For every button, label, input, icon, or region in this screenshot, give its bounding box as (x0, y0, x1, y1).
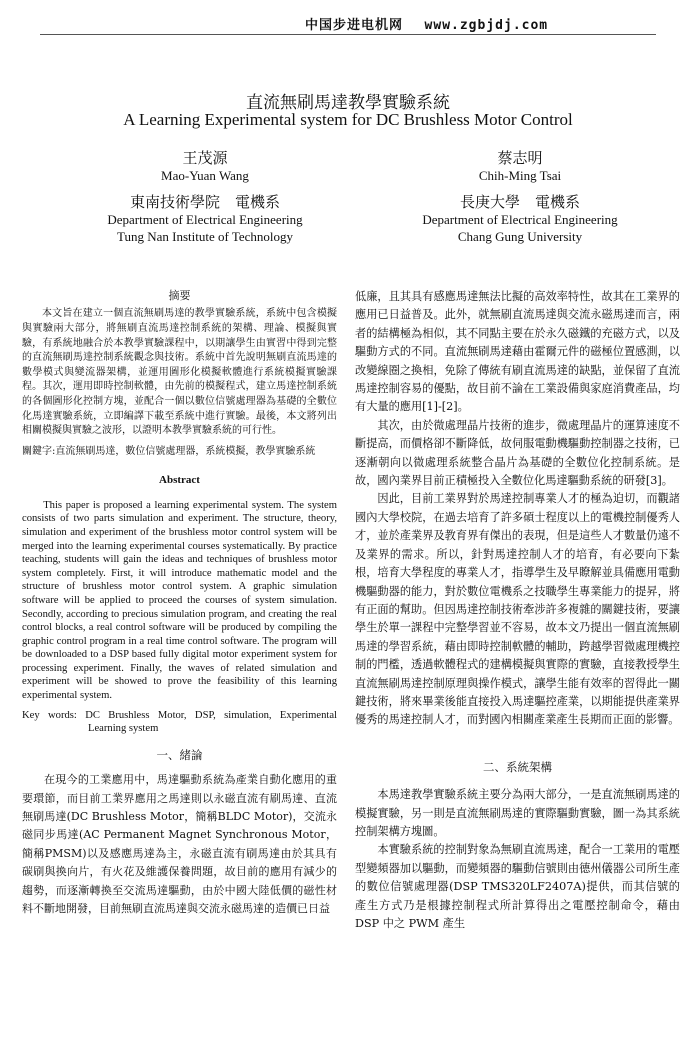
paper-title-en: A Learning Experimental system for DC Brushless Motor Control (123, 110, 573, 129)
header-divider (40, 34, 656, 35)
author-department-en: Department of Electrical Engineering (107, 212, 303, 227)
keywords-en: Key words: DC Brushless Motor, DSP, simulation, Experimental Learning system (22, 709, 337, 735)
author-department-en: Department of Electrical Engineering (422, 212, 618, 227)
abstract-zh-text: 本文旨在建立一個直流無刷馬達的教學實驗系統，系統中包含模擬與實驗兩大部分，將無刷直流馬達控制系統的架構、理論、模擬與實驗，有系統地融合於本教學實驗課程中，以期讓學生由實習中得到完整的直流無刷馬達控制系統觀念與技術。系統中首先說明無刷直流馬達的數學模式與變流器架構，並運用圖形化模擬軟體進行系統模擬實驗課程。其次，運用即時控制軟體，由先前的模擬程式，建立馬達控制系統的各個圖形化控制方塊，並配合一個以數位信號處理器為基礎的全數位化馬達實驗系統，立即編譯下載至系統中進行實驗。最後，本文將列出相關模擬與實驗之波形，以證明本教學實驗系統的可行性。 (22, 308, 337, 437)
left-column (22, 288, 337, 919)
section-2-paragraph-2: 本實驗系統的控制對象為無刷直流馬達，配合一工業用的電壓型變頻器加以驅動，而變頻器的驅動信號則由德州儀器公司所生產的數位信號處理器(DSP TMS320LF2407A)提供，而其信號的產生方式乃是根據控制程式所計算得出之電壓控制命令，藉由 DSP 中之 PWM 產生 (355, 843, 680, 930)
section-1-paragraph-1: 在現今的工業應用中，馬達驅動系統為產業自動化應用的重要環節，而目前工業界應用之馬達則以永磁直流有刷馬達、直流無刷馬達(DC Brushless Motor，簡稱BLDC Motor)，交流永磁同步馬達(AC Permanent Magnet Synchronous Motor，簡稱PMSM)以及感應馬達為主，永磁直流有刷馬達由於其具有碳刷與換向片，有火花及維護保養問題，故目前的應用有減少的趨勢，而逐漸轉換至交流馬達驅動，由於中國大陸低價的磁性材料不斷地開發，目前無刷直流馬達與交流永磁馬達的造價已日益 (22, 773, 337, 916)
author-name-zh: 王茂源 (182, 149, 228, 167)
site-header (305, 14, 686, 33)
site-url[interactable]: www.zgbjdj.com (424, 18, 549, 33)
section-1-heading: 一、緒論 (156, 747, 203, 762)
section-2-paragraph-1: 本馬達教學實驗系統主要分為兩大部分，一是直流無刷馬達的模擬實驗，另一則是直流無刷馬達的實際驅動實驗，圖一為其系統控制架構方塊圖。 (355, 788, 680, 838)
section-2-heading: 二、系統架構 (483, 759, 552, 774)
author-institution-en: Chang Gung University (457, 229, 583, 244)
section-1-paragraph-2: 其次，由於微處理晶片技術的進步，微處理晶片的運算速度不斷提高，而價格卻不斷降低，故伺服電動機驅動控制器之技術，已逐漸朝向以微處理系統整合晶片為基礎的全數位化控制系統。是故，國內業界目前正積極投入全數位化馬達驅動系統的研發[3]。 (355, 418, 680, 488)
site-name: 中国步进电机网 (305, 18, 404, 33)
author-name-zh: 蔡志明 (497, 149, 543, 167)
right-column (355, 288, 680, 933)
author-institution-en: Tung Nan Institute of Technology (116, 229, 294, 244)
author-name-en: Mao-Yuan Wang (161, 168, 249, 183)
section-1-paragraph-3: 因此，目前工業界對於馬達控制專業人才的極為迫切，而觀諸國內大學校院，在過去培育了許多碩士程度以上的電機控制優秀人才，並於產業界及教育界有傑出的表現，但是這些人才數量仍遠不及業界的需求。所以，針對馬達控制人才的培育，有必要向下紮根，培育大學程度的專業人才，指導學生及早瞭解並具備應用電動機驅動器的能力，對於數位電機系之技職學生專業能力的提昇，將有正面的幫助。但因馬達控制技術牽涉許多複雜的關鍵技術，要讓學生於單一課程中完整學習並不容易，故本文乃提出一個直流無刷馬達的學習系統，藉由即時控制軟體的輔助，跨越學習微處理機控制的門檻，透過軟體程式的建構模擬與實際的實驗，直接教授學生直流無刷馬達控制原理與操作模式，讓學生能有效率的習得此一關鍵技術，將來畢業後能直接投入馬達驅控產業，以期能提供產業界優秀的馬達控制人才，而對國內相關產業產生長期而正面的影響。 (355, 492, 680, 727)
author-affiliation-zh: 長庚大學 電機系 (459, 193, 580, 211)
keywords-zh: 關鍵字:直流無刷馬達，數位信號處理器，系統模擬，教學實驗系統 (22, 445, 316, 457)
author-block-1 (60, 150, 350, 245)
abstract-zh-heading: 摘要 (168, 289, 191, 302)
abstract-en-heading: Abstract (159, 474, 200, 487)
author-block-2 (370, 150, 670, 245)
section-1-paragraph-1-continued: 低廉，且其具有感應馬達無法比擬的高效率特性，故其在工業界的應用已日益普及。此外，就無刷直流馬達與交流永磁馬達而言，兩者的結構極為相似，其不同點主要在於永久磁鐵的充磁方式，以及驅動方式的不同。直流無刷馬達藉由霍爾元件的磁極位置感測，以改變線圈之換相，免除了傳統有刷直流馬達的缺點，並保留了直流馬達控制容易的優點，故目前不論在工業設備與家庭消費產品，均有大量的應用[1]-[2]。 (355, 290, 680, 414)
paper-title-zh: 直流無刷馬達教學實驗系統 (246, 93, 450, 113)
author-affiliation-zh: 東南技術學院 電機系 (129, 193, 280, 211)
abstract-en-text: This paper is proposed a learning experimental system. The system consists of two parts simulation and experiment. The structure, theory, simulation and experiment of the brushless motor control system will be merged into the learning experimental courses systematically. By practice teaching, students will gain the ideas and techniques of brushless motor system completely. First, it will introduce mathematic model and the structure of brushless motor control system. A graphic simulation software will be applied to proceed the courses of system simulation. Secondly, according to precious simulation program, and creating the real control blocks, a real control software will be produced by compiling the graphic control program in a real time control software. The program will be downloaded to a DSP based fully digital motor experiment system for processing experiment. Finally, the waves of related simulation and experiment will be showed to prove the feasibility of this learning experimental system. (22, 499, 337, 702)
author-name-en: Chih-Ming Tsai (478, 168, 562, 183)
